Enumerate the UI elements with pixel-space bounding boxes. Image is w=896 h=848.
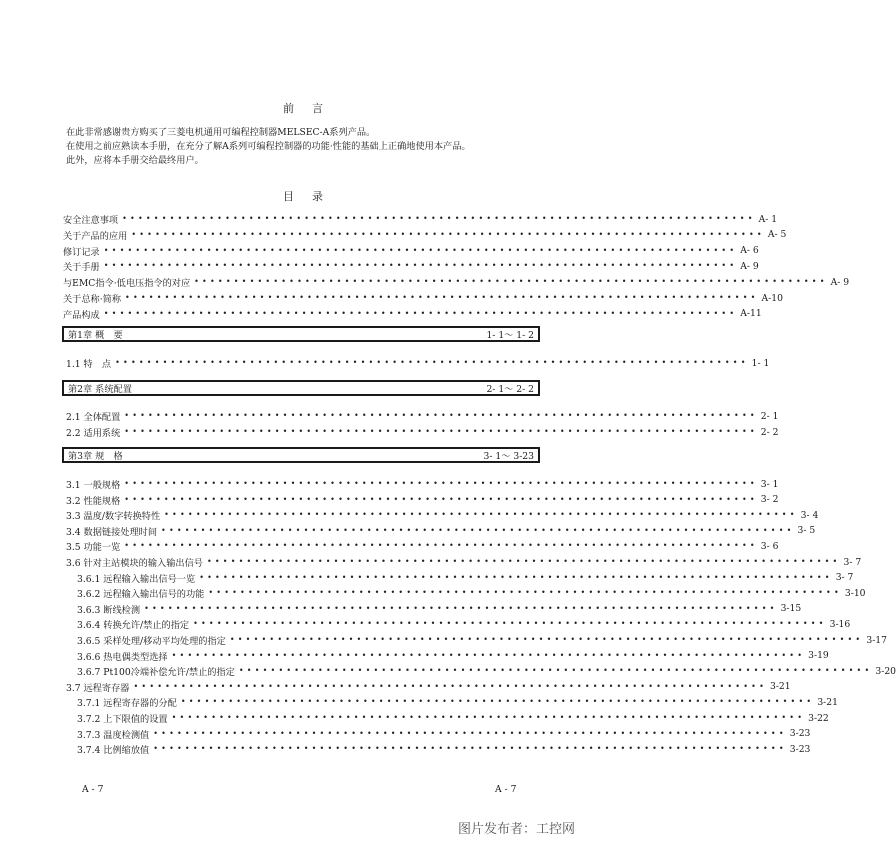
toc-entry[interactable]	[77, 586, 866, 601]
toc-entry-page: 3- 7	[835, 572, 854, 584]
toc-entry[interactable]	[63, 228, 787, 242]
toc-entry[interactable]	[77, 711, 829, 725]
toc-entry[interactable]	[77, 602, 802, 616]
toc-dot-leader: ••••••••••••••••••••••••••••••••••••••••••••••••••••••••••••••••••••••••••••••••	[124, 494, 758, 504]
toc-entry-label: 2.1 全体配置	[66, 412, 121, 423]
toc-entry-page: 3- 7	[843, 556, 862, 568]
preface-paragraph	[66, 126, 471, 168]
chapter-header[interactable]	[62, 326, 540, 342]
toc-entry[interactable]	[77, 571, 854, 585]
toc-dot-leader: ••••••••••••••••••••••••••••••••••••••••••••••••••••••••••••••••••••••••••••••••	[193, 619, 827, 629]
toc-entry-page: A- 5	[767, 229, 787, 241]
toc-entry-label: 3.6.7 Pt100冷端补偿允许/禁止的指定	[77, 667, 235, 679]
toc-entry[interactable]	[66, 477, 779, 491]
toc-dot-leader: ••••••••••••••••••••••••••••••••••••••••••••••••••••••••••••••••••••••••••••••••	[125, 293, 759, 302]
toc-dot-leader: ••••••••••••••••••••••••••••••••••••••••••••••••••••••••••••••••••••••••••••••••	[194, 277, 828, 287]
chapter-header[interactable]	[62, 447, 540, 463]
toc-entry[interactable]	[77, 727, 811, 741]
toc-entry-label: 3.7.2 上下限值的设置	[77, 714, 168, 725]
toc-title: 目录	[283, 190, 341, 203]
toc-entry[interactable]	[63, 259, 759, 274]
toc-entry-page: A-11	[740, 308, 762, 320]
toc-entry-page: 3-15	[780, 603, 802, 615]
toc-entry[interactable]	[66, 508, 819, 523]
toc-entry[interactable]	[63, 291, 783, 305]
toc-entry[interactable]	[66, 356, 770, 370]
toc-dot-leader: ••••••••••••••••••••••••••••••••••••••••••••••••••••••••••••••••••••••••••••••••	[122, 214, 756, 223]
toc-dot-leader: ••••••••••••••••••••••••••••••••••••••••••••••••••••••••••••••••••••••••••••••••	[171, 713, 806, 722]
preface-title: 前言	[283, 102, 341, 115]
toc-entry-label: 3.4 数据链接处理时间	[66, 526, 158, 538]
page-number-right: A - 7	[495, 784, 517, 795]
toc-entry[interactable]	[77, 649, 829, 663]
toc-dot-leader: ••••••••••••••••••••••••••••••••••••••••••••••••••••••••••••••••••••••••••••••••	[206, 557, 841, 566]
toc-entry[interactable]	[63, 307, 762, 321]
toc-entry-label: 1.1 特 点	[66, 359, 112, 370]
toc-entry-page: A- 6	[740, 245, 759, 257]
toc-dot-leader: ••••••••••••••••••••••••••••••••••••••••••••••••••••••••••••••••••••••••••••••••	[144, 603, 778, 613]
watermark-text: 图片发布者：工控网	[458, 822, 576, 837]
toc-entry[interactable]	[77, 742, 811, 757]
toc-entry-page: 3- 6	[760, 540, 779, 552]
toc-dot-leader: ••••••••••••••••••••••••••••••••••••••••••••••••••••••••••••••••••••••••••••••••	[229, 635, 864, 644]
toc-entry-page: 3-20	[875, 665, 896, 677]
toc-entry-label: 3.7.3 温度检测值	[77, 729, 150, 741]
toc-entry-label: 3.7.1 远程寄存器的分配	[77, 698, 177, 710]
chapter-title: 第2章 系统配置	[68, 384, 132, 395]
toc-entry-label: 3.7.4 比例缩放值	[77, 745, 150, 757]
toc-entry[interactable]	[66, 555, 862, 569]
toc-entry-page: 3- 5	[797, 525, 816, 537]
toc-entry-label: 3.6 针对主站模块的输入输出信号	[66, 558, 203, 569]
toc-entry-page: 3-21	[769, 681, 791, 693]
toc-entry-label: 3.6.5 采样处理/移动平均处理的指定	[77, 636, 226, 647]
toc-entry-page: 2- 1	[760, 410, 779, 422]
toc-dot-leader: ••••••••••••••••••••••••••••••••••••••••••••••••••••••••••••••••••••••••••••••••	[153, 744, 787, 754]
chapter-title: 第3章 规 格	[68, 451, 123, 462]
toc-entry-label: 修订记录	[63, 246, 100, 258]
toc-entry-page: A- 1	[758, 213, 778, 225]
toc-dot-leader: ••••••••••••••••••••••••••••••••••••••••••••••••••••••••••••••••••••••••••••••••	[133, 681, 767, 691]
toc-entry-page: 3-10	[844, 587, 866, 599]
toc-entry[interactable]	[66, 493, 779, 507]
toc-dot-leader: ••••••••••••••••••••••••••••••••••••••••••••••••••••••••••••••••••••••••••••••••	[115, 358, 749, 367]
toc-entry-page: A- 9	[830, 276, 850, 288]
toc-entry-label: 安全注意事项	[63, 215, 119, 226]
toc-entry[interactable]	[63, 244, 759, 258]
toc-entry-label: 3.6.3 断线检测	[77, 604, 141, 616]
toc-entry-label: 产品构成	[63, 309, 100, 321]
preface-line: 在此非常感谢贵方购买了三菱电机通用可编程控制器MELSEC-A系列产品。	[66, 127, 376, 138]
chapter-page-range: 2- 1～ 2- 2	[486, 384, 534, 395]
toc-entry-page: 3- 2	[760, 494, 779, 506]
toc-dot-leader: ••••••••••••••••••••••••••••••••••••••••••••••••••••••••••••••••••••••••••••••••	[103, 261, 738, 271]
toc-dot-leader: ••••••••••••••••••••••••••••••••••••••••••••••••••••••••••••••••••••••••••••••••	[164, 510, 798, 520]
toc-entry[interactable]	[77, 633, 887, 647]
chapter-page-range: 1- 1～ 1- 2	[486, 330, 534, 341]
toc-dot-leader: ••••••••••••••••••••••••••••••••••••••••••••••••••••••••••••••••••••••••••••••••	[124, 427, 758, 436]
toc-dot-leader: ••••••••••••••••••••••••••••••••••••••••••••••••••••••••••••••••••••••••••••••••	[103, 308, 738, 318]
toc-dot-leader: ••••••••••••••••••••••••••••••••••••••••••••••••••••••••••••••••••••••••••••••••	[208, 588, 842, 598]
toc-entry-label: 关于产品的应用	[63, 230, 128, 242]
toc-entry-page: 3-21	[817, 696, 838, 708]
toc-entry-label: 3.6.6 热电偶类型选择	[77, 651, 168, 663]
toc-entry[interactable]	[77, 695, 838, 710]
toc-entry-label: 3.7 远程寄存器	[66, 682, 130, 694]
toc-entry-page: 3-23	[789, 728, 811, 740]
toc-entry-label: 3.6.2 远程输入输出信号的功能	[77, 589, 205, 601]
chapter-header[interactable]	[62, 380, 540, 396]
toc-entry[interactable]	[66, 409, 779, 423]
toc-entry-page: 3-19	[808, 650, 829, 662]
toc-entry-label: 与EMC指令·低电压指令的对应	[63, 278, 191, 290]
toc-entry-page: 3-17	[866, 634, 887, 646]
toc-entry-label: 3.6.1 远程输入输出信号一览	[77, 573, 196, 585]
toc-dot-leader: ••••••••••••••••••••••••••••••••••••••••••••••••••••••••••••••••••••••••••••••••	[124, 411, 758, 420]
toc-dot-leader: ••••••••••••••••••••••••••••••••••••••••••••••••••••••••••••••••••••••••••••••••	[161, 525, 795, 535]
toc-entry-label: 3.2 性能规格	[66, 495, 121, 507]
toc-entry[interactable]	[77, 617, 851, 632]
toc-entry-label: 2.2 适用系统	[66, 428, 121, 439]
preface-line: 此外，应将本手册交给最终用户。	[66, 155, 204, 166]
toc-entry-page: A- 9	[740, 260, 759, 272]
toc-entry[interactable]	[66, 425, 779, 439]
toc-dot-leader: ••••••••••••••••••••••••••••••••••••••••••••••••••••••••••••••••••••••••••••••••	[199, 572, 833, 582]
toc-entry-page: 3- 1	[760, 478, 779, 490]
toc-entry-label: 关于手册	[63, 262, 100, 274]
toc-entry[interactable]	[66, 680, 791, 694]
toc-dot-leader: ••••••••••••••••••••••••••••••••••••••••••••••••••••••••••••••••••••••••••••••••	[171, 650, 806, 660]
toc-entry-page: 3-22	[808, 712, 829, 724]
toc-entry-label: 关于总称·简称	[63, 294, 122, 305]
toc-dot-leader: ••••••••••••••••••••••••••••••••••••••••••••••••••••••••••••••••••••••••••••••••	[131, 229, 765, 239]
toc-entry-page: 3-23	[789, 743, 811, 755]
chapter-title: 第1章 概 要	[68, 330, 123, 341]
toc-entry[interactable]	[63, 212, 778, 226]
toc-dot-leader: ••••••••••••••••••••••••••••••••••••••••••••••••••••••••••••••••••••••••••••••••	[124, 541, 758, 551]
toc-entry-page: 3-16	[829, 618, 851, 630]
toc-entry-label: 3.5 功能一览	[66, 542, 121, 554]
toc-entry[interactable]	[63, 275, 850, 290]
toc-entry[interactable]	[66, 524, 816, 538]
toc-entry-label: 3.3 温度/数字转换特性	[66, 511, 161, 523]
toc-dot-leader: ••••••••••••••••••••••••••••••••••••••••••••••••••••••••••••••••••••••••••••••••	[103, 245, 738, 255]
toc-entry-label: 3.6.4 转换允许/禁止的指定	[77, 620, 190, 632]
toc-entry-label: 3.1 一般规格	[66, 480, 121, 491]
page-number-left: A - 7	[82, 784, 104, 795]
toc-entry[interactable]	[77, 664, 896, 679]
toc-dot-leader: ••••••••••••••••••••••••••••••••••••••••••••••••••••••••••••••••••••••••••••••••	[238, 666, 873, 676]
preface-line: 在使用之前应熟读本手册，在充分了解A系列可编程控制器的功能·性能的基础上正确地使用本产品。	[66, 141, 471, 152]
toc-dot-leader: ••••••••••••••••••••••••••••••••••••••••••••••••••••••••••••••••••••••••••••••••	[180, 697, 815, 707]
toc-dot-leader: ••••••••••••••••••••••••••••••••••••••••••••••••••••••••••••••••••••••••••••••••	[124, 479, 758, 488]
toc-entry-page: 2- 2	[760, 426, 779, 438]
toc-entry[interactable]	[66, 539, 779, 554]
chapter-page-range: 3- 1～ 3-23	[483, 451, 534, 462]
toc-dot-leader: ••••••••••••••••••••••••••••••••••••••••••••••••••••••••••••••••••••••••••••••••	[153, 728, 787, 738]
toc-entry-page: 1- 1	[751, 357, 770, 369]
toc-entry-page: 3- 4	[800, 509, 819, 521]
toc-entry-page: A-10	[761, 292, 783, 304]
